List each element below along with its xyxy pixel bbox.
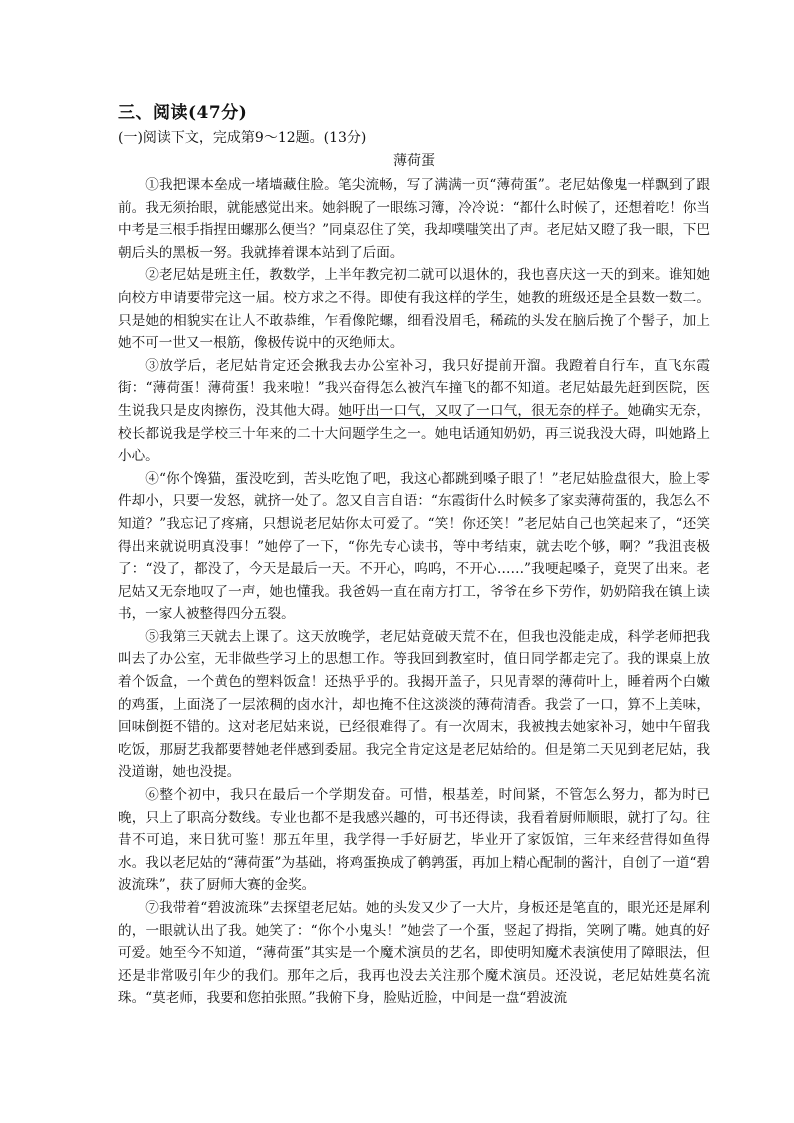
paragraph-2: ②老尼姑是班主任，教数学，上半年教完初二就可以退休的，我也喜庆这一天的到来。谁知她向校方申请要带完这一届。校方求之不得。即使有我这样的学生，她教的班级还是全县数一数二。只是她的相貌实在让人不敢恭维，乍看像陀螺，细看没眉毛，稀疏的头发在脑后挽了个髻子，加上她不可一世又一根筋，像极传说中的灭绝师太。 [118, 267, 710, 352]
paragraph-7: ⑦我带着“碧波流珠”去探望老尼姑。她的头发又少了一大片，身板还是笔直的，眼光还是犀利的，一眼就认出了我。她笑了：“你个小鬼头！”她尝了一个蛋，竖起了拇指，笑咧了嘴。她真的好可爱。她至今不知道，“薄荷蛋”其实是一个魔术演员的艺名，即使明知魔术表演使用了障眼法，但还是非常吸引年少的我们。那年之后，我再也没去关注那个魔术演员。还没说，老尼姑姓莫名流珠。“莫老师，我要和您拍张照。”我俯下身，脸贴近脸，中间是一盘“碧波流 [118, 900, 710, 1007]
underlined-sentence: 她吁出一口气，又叹了一口气，很无奈的样子。 [338, 402, 628, 419]
paragraph-5: ⑤我第三天就去上课了。这天放晚学，老尼姑竟破天荒不在，但我也没能走成，科学老师把我叫去了办公室，无非做些学习上的思想工作。等我回到教室时，值日同学都走完了。我的课桌上放着个饭盒，一个黄色的塑料饭盒！还热乎乎的。我揭开盖子，只见青翠的薄荷叶上，睡着两个白嫩的鸡蛋，上面浇了一层浓稠的卤水汁，却也掩不住这淡淡的薄荷清香。我尝了一口，算不上美味，回味倒挺不错的。这对老尼姑来说，已经很难得了。有一次周末，我被拽去她家补习，她中午留我吃饭，那厨艺我都要替她老伴感到委屈。我完全肯定这是老尼姑给的。但是第二天见到老尼姑，我没道谢，她也没提。 [118, 628, 710, 781]
paragraph-3-before: ③放学后，老尼姑肯定还会揪我去办公室补习，我只好提前开溜。我蹬着自行车，直飞东霞街：“薄荷蛋！薄荷蛋！我来啦！”我兴奋得怎么被汽车撞飞的都不知道。老尼姑最先赶到医院，医生说我只是皮肉擦伤，没其他大碍。 [118, 357, 710, 419]
paragraph-6: ⑥整个初中，我只在最后一个学期发奋。可惜，根基差，时间紧，不管怎么努力，都为时已晚，只上了职高分数线。专业也都不是我感兴趣的，可书还得读，我看着厨师顺眼，就打了勾。往昔不可追，来日犹可鉴！那五年里，我学得一手好厨艺，毕业开了家饭馆，三年来经营得如鱼得水。我以老尼姑的“薄荷蛋”为基础，将鸡蛋换成了鹌鹑蛋，再加上精心配制的酱汁，自创了一道“碧波流珠”，获了厨师大赛的金奖。 [118, 787, 710, 894]
paragraph-1: ①我把课本垒成一堵墙藏住脸。笔尖流畅，写了满满一页“薄荷蛋”。老尼姑像鬼一样飘到了跟前。我无须抬眼，就能感觉出来。她斜睨了一眼练习簿，冷冷说：“都什么时候了，还想着吃！你当中考是三根手指捏田螺那么便当？”同桌忍住了笑，我却噗嗤笑出了声。老尼姑又瞪了我一眼，下巴朝后头的黑板一努。我就捧着课本站到了后面。 [118, 177, 710, 261]
paragraph-3 [118, 355, 710, 468]
paragraph-4: ④“你个馋猫，蛋没吃到，苦头吃饱了吧，我这心都跳到嗓子眼了！”老尼姑脸盘很大，脸上零件却小，只要一发怒，就挤一处了。忽又自言自语：“东霞街什么时候多了家卖薄荷蛋的，我怎么不知道？”我忘记了疼痛，只想说老尼姑你太可爱了。“笑！你还笑！”老尼姑自己也笑起来了，“还笑得出来就说明真没事！”她停了一下，“你先专心读书，等中考结束，就去吃个够，啊？”我沮丧极了：“没了，都没了，今天是最后一天。不开心，呜呜，不开心……”我哽起嗓子，竟哭了出来。老尼姑又无奈地叹了一声，她也懂我。我爸妈一直在南方打工，爷爷在乡下劳作，奶奶陪我在镇上读书，一家人被整得四分五裂。 [118, 470, 710, 623]
article-body [118, 174, 710, 1010]
article-title: 薄荷蛋 [393, 153, 435, 169]
section-title: 三、阅读(47分) [118, 103, 248, 123]
question-instruction: (一)阅读下文，完成第9～12题。(13分) [118, 130, 367, 146]
paragraph-3-after: 她确实无奈，校长都说我是学校三十年来的二十大问题学生之一。她电话通知奶奶，再三说我没大碍，叫她路上小心。 [118, 402, 711, 465]
